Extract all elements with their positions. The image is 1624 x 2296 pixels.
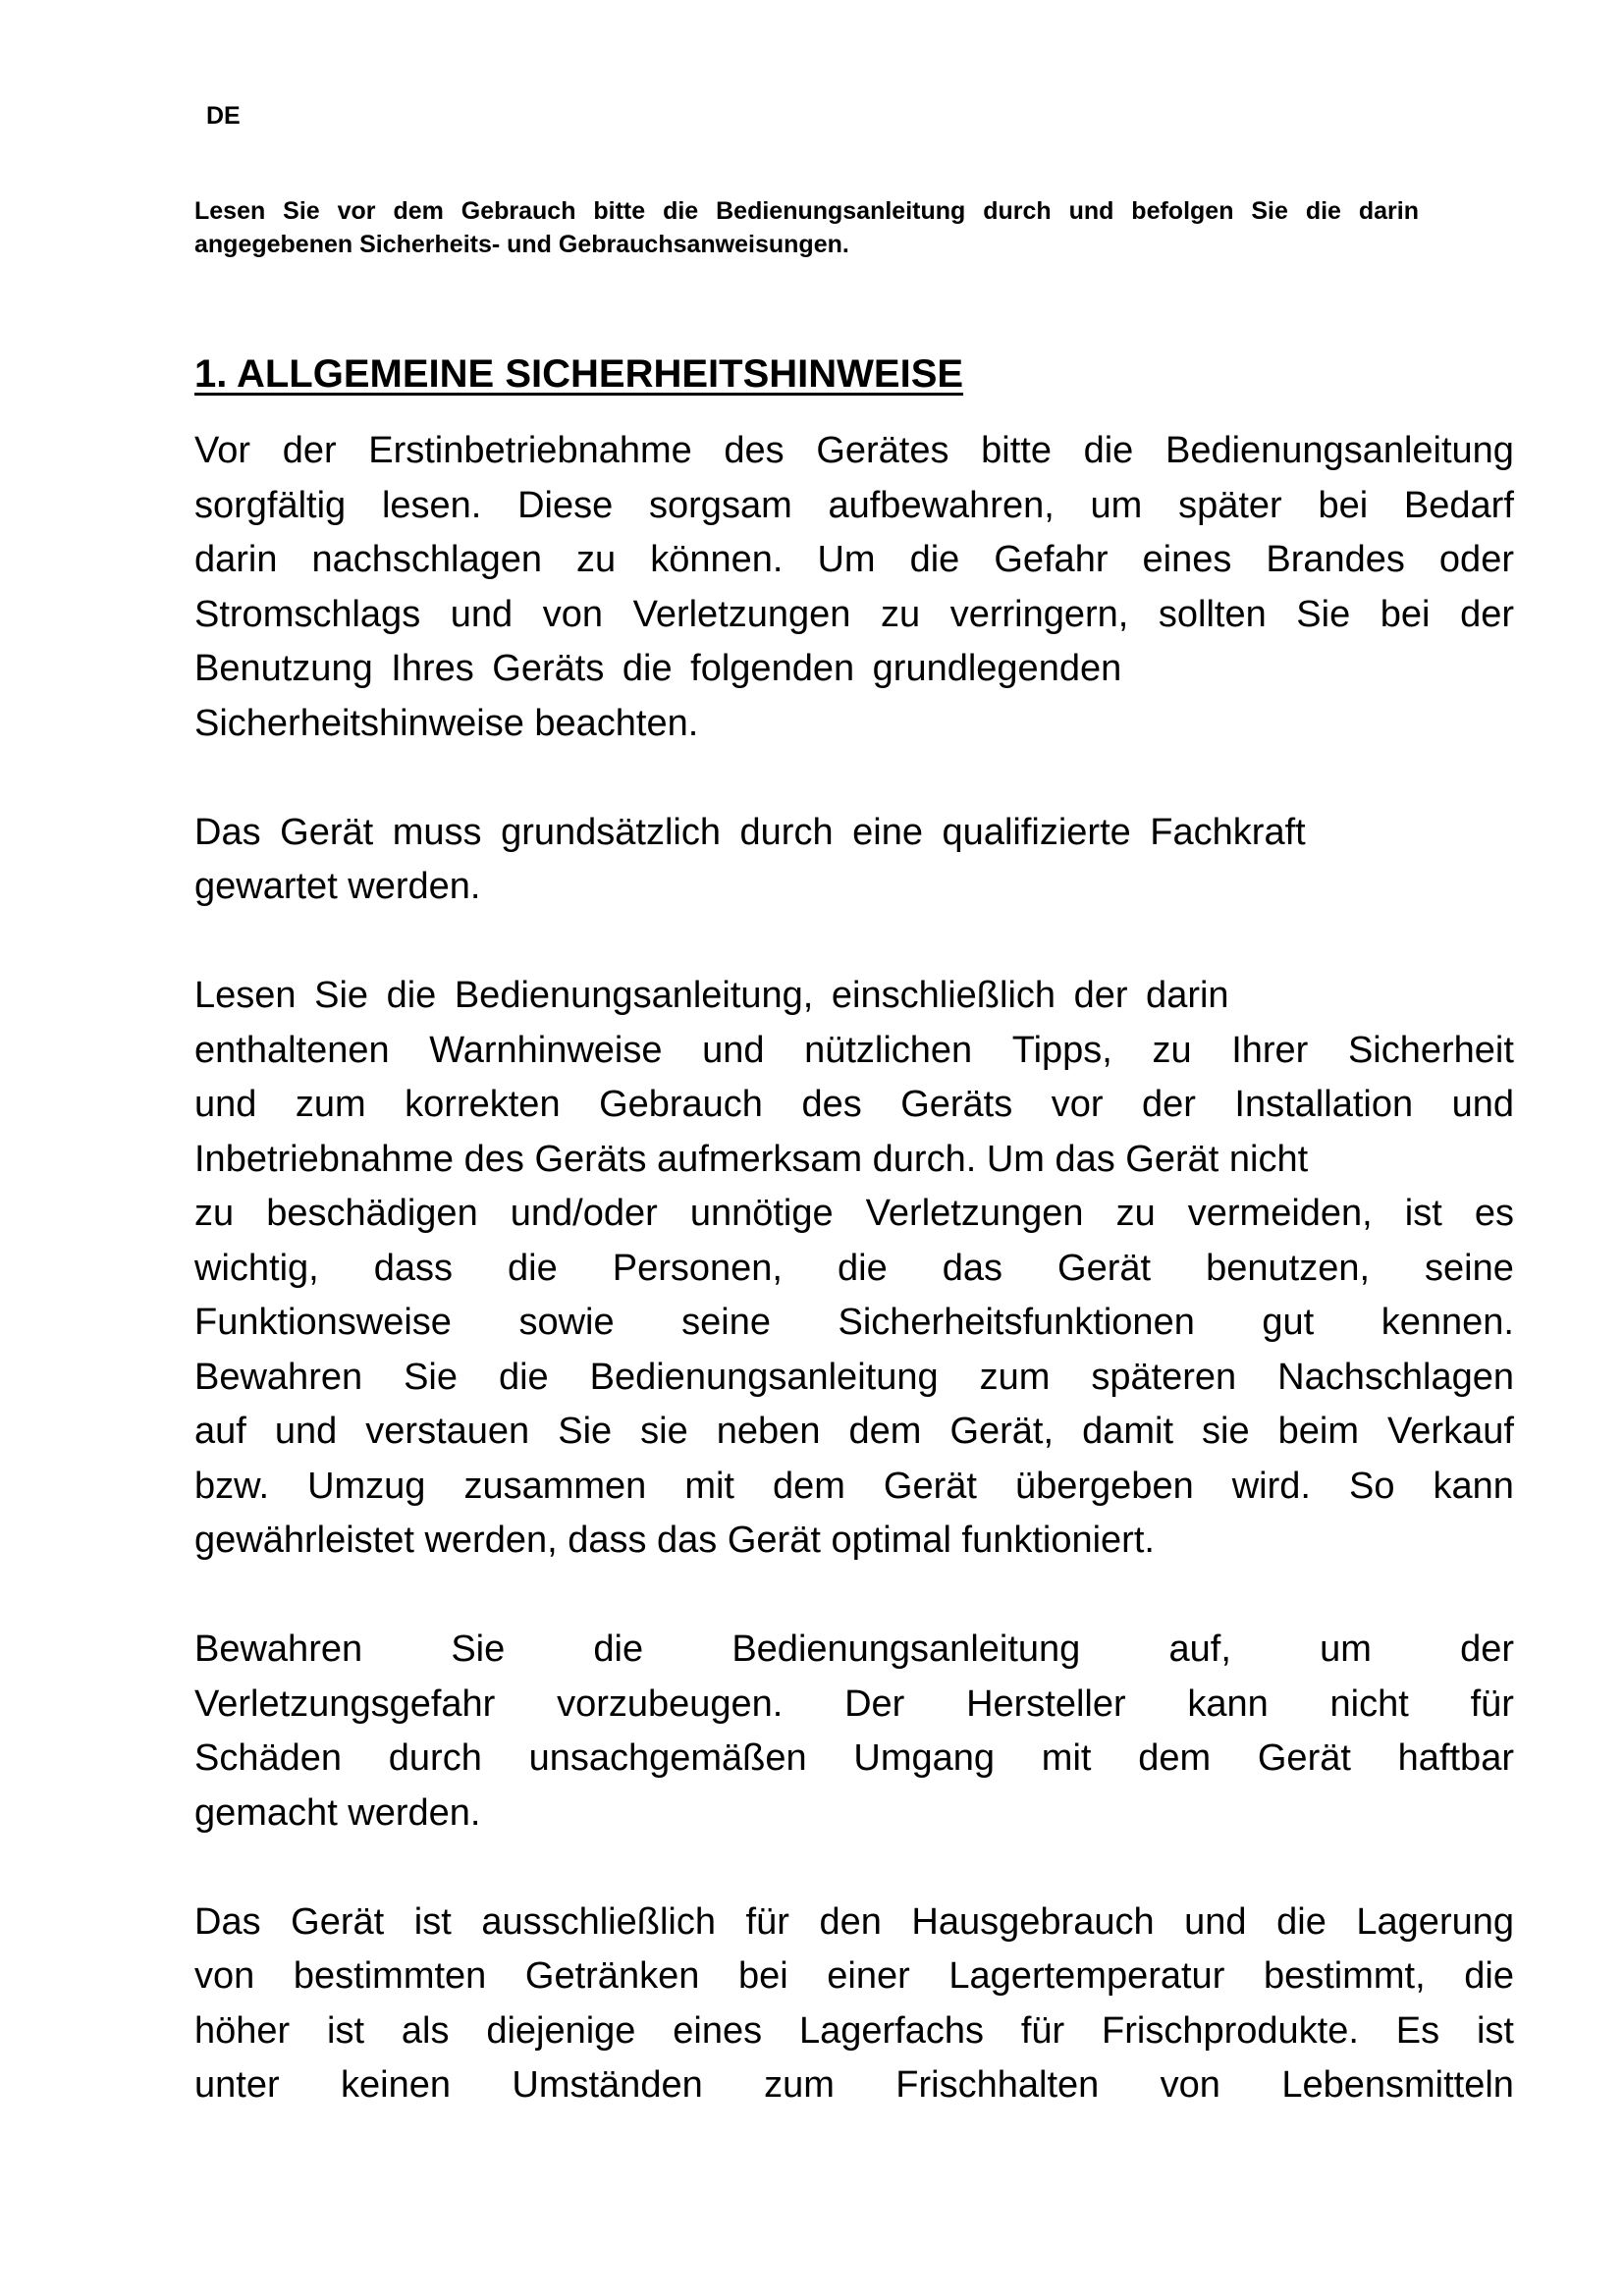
word: seine [681, 1302, 771, 1343]
word: verringern, [949, 593, 1129, 635]
text-line [194, 1242, 1514, 1297]
word: der [282, 430, 337, 471]
word: und [1451, 1084, 1514, 1125]
text-line [194, 2004, 1514, 2059]
word: Bedienungsanleitung [731, 1629, 1081, 1670]
word: auf, [1168, 1629, 1231, 1670]
text-line [194, 1460, 1514, 1515]
word: bitte [981, 430, 1052, 471]
word: zum [295, 1084, 366, 1125]
word: gut [1262, 1302, 1315, 1343]
word: ist [1476, 2009, 1514, 2052]
word: Umständen [512, 2064, 703, 2106]
text-line [194, 1896, 1514, 1950]
word: Verletzungen [865, 1193, 1084, 1234]
word: Personen, [612, 1247, 783, 1289]
text-line [194, 1732, 1514, 1787]
word: von [1160, 2064, 1220, 2106]
paragraph-gap [194, 915, 1514, 970]
word: wichtig, [194, 1247, 319, 1289]
word: Getränken [524, 1955, 700, 1997]
word: die [508, 1247, 558, 1289]
word: unter [194, 2064, 280, 2106]
section-heading: 1. ALLGEMEINE SICHERHEITSHINWEISE [194, 352, 964, 396]
word: zusammen [463, 1465, 647, 1507]
word: zu [576, 539, 617, 580]
word: zu [194, 1193, 235, 1234]
text-line [194, 1678, 1514, 1733]
word: um [1090, 484, 1143, 526]
word: sorgfältig [194, 484, 347, 526]
word: Gerät [291, 1900, 385, 1943]
word: übergeben [1014, 1465, 1194, 1507]
word: Nachschlagen [1277, 1356, 1514, 1398]
word: kann [1433, 1465, 1514, 1507]
word: mit [684, 1465, 734, 1507]
text-line: gemacht werden. [194, 1791, 481, 1834]
word: Bedienungsanleitung [1164, 430, 1514, 471]
word: sollten [1158, 593, 1267, 635]
word: unsachgemäßen [528, 1737, 807, 1779]
word: Verkauf [1387, 1411, 1514, 1452]
word: für [745, 1900, 789, 1943]
text-line [194, 588, 1514, 643]
word: Frischprodukte. [1102, 2009, 1359, 2052]
word: es [1474, 1193, 1514, 1234]
word: damit [1082, 1411, 1173, 1452]
word: und [194, 1084, 257, 1125]
word: Es [1395, 2009, 1440, 2052]
word: höher [194, 2009, 291, 2052]
text-line [194, 533, 1514, 588]
paragraph-gap [194, 751, 1514, 806]
word: Vor [194, 430, 251, 471]
word: zum [979, 1356, 1051, 1398]
word: das [942, 1247, 1003, 1289]
word: auf [194, 1411, 246, 1452]
word: Geräts [900, 1084, 1013, 1125]
word: mit [1041, 1737, 1092, 1779]
text-line: Das Gerät muss grundsätzlich durch eine qualifizierte Fachkraft [194, 811, 1306, 853]
word: der [1460, 593, 1514, 635]
word: Hausgebrauch [911, 1900, 1155, 1943]
word: seine [1425, 1247, 1514, 1289]
word: Frischhalten [895, 2064, 1100, 2106]
word: die [498, 1356, 549, 1398]
word: Der [844, 1682, 905, 1725]
word: dem [772, 1465, 845, 1507]
word: die [1276, 1900, 1326, 1943]
word: vorzubeugen. [557, 1682, 784, 1725]
word: Gerätes [816, 430, 949, 471]
body-text [194, 424, 1514, 2113]
word: sowie [518, 1302, 615, 1343]
word: aufbewahren, [828, 484, 1055, 526]
paragraph-gap [194, 1841, 1514, 1896]
text-line [194, 2058, 1514, 2113]
word: späteren [1091, 1356, 1237, 1398]
word: zu [1152, 1029, 1192, 1071]
word: zu [880, 593, 921, 635]
word: Gebrauch [599, 1084, 763, 1125]
word: Bewahren [194, 1629, 363, 1670]
word: Lagertemperatur [948, 1955, 1225, 1997]
word: vor [1051, 1084, 1104, 1125]
text-line [194, 1187, 1514, 1242]
text-line: Benutzung Ihres Geräts die folgenden grundlegenden [194, 648, 1122, 689]
word: eines [673, 2009, 763, 2052]
word: bei [1318, 484, 1369, 526]
word: Sicherheitsfunktionen [838, 1302, 1195, 1343]
text-line: Lesen Sie die Bedienungsanleitung, einschließlich der darin [194, 975, 1229, 1016]
word: des [724, 430, 785, 471]
word: dem [848, 1411, 922, 1452]
word: Tipps, [1011, 1029, 1112, 1071]
word: nicht [1329, 1682, 1409, 1725]
word: bei [737, 1955, 788, 1997]
word: Sie [1296, 593, 1351, 635]
word: kann [1187, 1682, 1269, 1725]
word: So [1348, 1465, 1395, 1507]
word: und [274, 1411, 338, 1452]
word: der [1460, 1629, 1514, 1670]
word: beim [1277, 1411, 1360, 1452]
paragraph-gap [194, 1569, 1514, 1624]
word: und [702, 1029, 765, 1071]
word: lesen. [381, 484, 482, 526]
word: dem [1138, 1737, 1212, 1779]
word: bzw. [194, 1465, 270, 1507]
text-line [194, 424, 1514, 479]
text-line [194, 1405, 1514, 1460]
language-code: DE [206, 102, 241, 130]
word: Lebensmitteln [1281, 2064, 1514, 2106]
word: nachschlagen [311, 539, 543, 580]
word: von [194, 1955, 255, 1997]
word: des [801, 1084, 862, 1125]
word: sorgsam [649, 484, 792, 526]
word: kennen. [1380, 1302, 1514, 1343]
word: diejenige [486, 2009, 636, 2052]
word: und [450, 593, 514, 635]
word: Gerät, [949, 1411, 1055, 1452]
word: Schäden [194, 1737, 343, 1779]
word: von [542, 593, 604, 635]
word: verstauen [365, 1411, 530, 1452]
word: später [1178, 484, 1282, 526]
word: Ihrer [1231, 1029, 1309, 1071]
text-line: gewährleistet werden, dass das Gerät optimal funktioniert. [194, 1520, 1155, 1561]
text-line [194, 1623, 1514, 1678]
word: einer [827, 1955, 910, 1997]
word: Lagerung [1356, 1900, 1514, 1943]
word: zu [1115, 1193, 1156, 1234]
word: Das [194, 1900, 261, 1943]
word: Gerät [1057, 1247, 1152, 1289]
word: Verletzungsgefahr [194, 1682, 496, 1725]
word: Bedarf [1403, 484, 1514, 526]
word: als [401, 2009, 450, 2052]
word: enthaltenen [194, 1029, 390, 1071]
word: zum [764, 2064, 835, 2106]
word: die [909, 539, 960, 580]
word: Hersteller [966, 1682, 1126, 1725]
word: die [593, 1629, 644, 1670]
word: Stromschlags [194, 593, 421, 635]
word: bestimmt, [1263, 1955, 1426, 1997]
word: ist [327, 2009, 365, 2052]
text-line [194, 1296, 1514, 1351]
word: der [1142, 1084, 1196, 1125]
text-line: Sicherheitshinweise beachten. [194, 702, 699, 744]
word: nützlichen [804, 1029, 973, 1071]
word: Umzug [307, 1465, 426, 1507]
word: bestimmten [293, 1955, 487, 1997]
word: dass [373, 1247, 454, 1289]
word: Bewahren [194, 1356, 363, 1398]
text-line [194, 1024, 1514, 1079]
word: beschädigen [266, 1193, 478, 1234]
word: die [838, 1247, 888, 1289]
word: Umgang [853, 1737, 996, 1779]
word: ist [1404, 1193, 1442, 1234]
text-line: gewartet werden. [194, 866, 481, 907]
word: bei [1380, 593, 1431, 635]
word: haftbar [1397, 1737, 1514, 1779]
word: und [1184, 1900, 1247, 1943]
word: für [1470, 1682, 1514, 1725]
word: darin [194, 539, 278, 580]
word: wird. [1231, 1465, 1311, 1507]
text-line [194, 1949, 1514, 2004]
word: Installation [1234, 1084, 1414, 1125]
word: Diese [517, 484, 614, 526]
word: Lagerfachs [798, 2009, 984, 2052]
word: die [1083, 430, 1134, 471]
word: Gefahr [994, 539, 1109, 580]
word: eines [1142, 539, 1232, 580]
word: Erstinbetriebnahme [368, 430, 692, 471]
word: Sicherheit [1347, 1029, 1514, 1071]
text-line [194, 1078, 1514, 1133]
word: Brandes [1266, 539, 1405, 580]
word: Sie [451, 1629, 506, 1670]
word: korrekten [405, 1084, 561, 1125]
word: Verletzungen [632, 593, 851, 635]
word: Gerät [1257, 1737, 1351, 1779]
word: oder [1438, 539, 1514, 580]
text-line [194, 1351, 1514, 1406]
word: die [1464, 1955, 1514, 1997]
word: und/oder [510, 1193, 658, 1234]
word: ausschließlich [481, 1900, 716, 1943]
word: unnötige [689, 1193, 834, 1234]
word: für [1020, 2009, 1065, 2052]
word: Funktionsweise [194, 1302, 452, 1343]
word: Sie [558, 1411, 613, 1452]
word: sie [1202, 1411, 1250, 1452]
word: vermeiden, [1187, 1193, 1373, 1234]
word: sie [640, 1411, 688, 1452]
word: Bedienungsanleitung [589, 1356, 939, 1398]
text-line [194, 479, 1514, 534]
word: benutzen, [1206, 1247, 1371, 1289]
word: Um [817, 539, 876, 580]
word: Gerät [883, 1465, 977, 1507]
word: Sie [404, 1356, 458, 1398]
word: Warnhinweise [429, 1029, 663, 1071]
word: neben [716, 1411, 821, 1452]
word: keinen [341, 2064, 451, 2106]
intro-notice: Lesen Sie vor dem Gebrauch bitte die Bedienungsanleitung durch und befolgen Sie die darin angegebenen Sicherheits- und Gebrauchsanweisungen. [194, 197, 1419, 258]
word: können. [650, 539, 784, 580]
word: ist [413, 1900, 452, 1943]
word: den [819, 1900, 882, 1943]
word: um [1320, 1629, 1372, 1670]
text-line: Inbetriebnahme des Geräts aufmerksam durch. Um das Gerät nicht [194, 1138, 1309, 1180]
word: durch [388, 1737, 482, 1779]
